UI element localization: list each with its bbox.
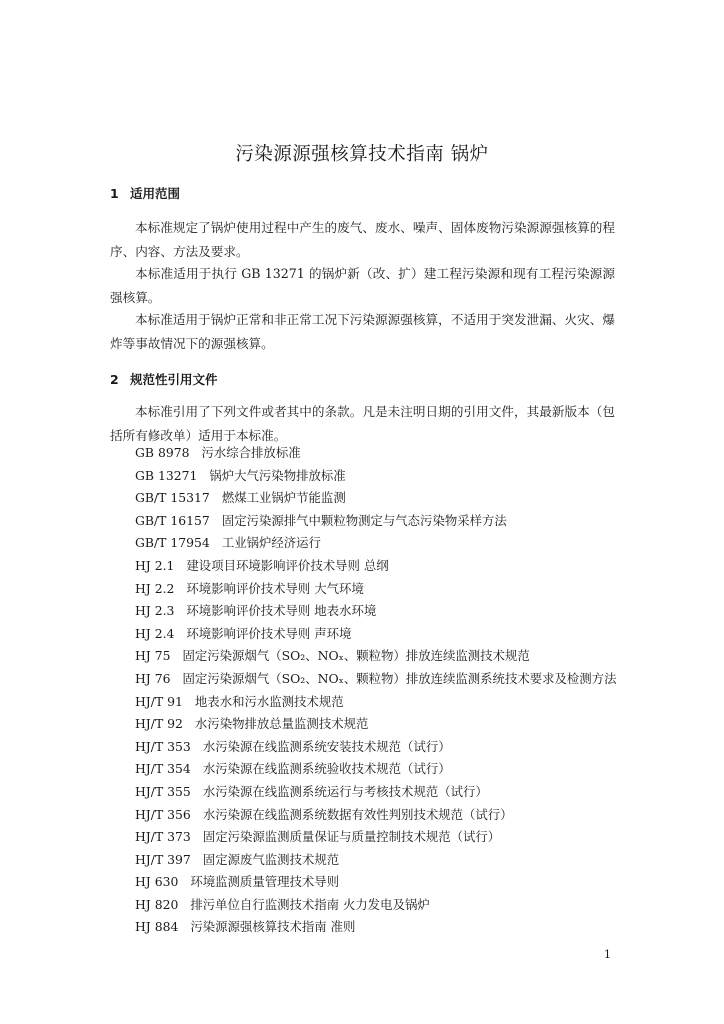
section-1-paragraph-1: 本标准规定了锅炉使用过程中产生的废气、废水、噪声、固体废物污染源源强核算的程序、内容、方法及要求。 (110, 220, 615, 259)
reference-name: 燃煤工业锅炉节能监测 (221, 490, 346, 506)
reference-code: HJ 884 (135, 919, 179, 935)
reference-code: HJ 2.1 (135, 557, 175, 573)
section-2-title: 规范性引用文件 (130, 372, 218, 387)
reference-name: 环境影响评价技术导则 大气环境 (186, 580, 364, 596)
reference-name: 固定源废气监测技术规范 (202, 851, 340, 867)
section-2-heading (110, 370, 218, 388)
reference-item (135, 826, 615, 849)
reference-name: 污水综合排放标准 (201, 445, 301, 460)
section-2-intro: 本标准引用了下列文件或者其中的条款。凡是未注明日期的引用文件，其最新版本（包括所有修改单）适用于本标准。 (110, 404, 615, 443)
reference-name: 固定污染源烟气（SO₂、NOₓ、颗粒物）排放连续监测技术规范 (182, 648, 530, 664)
reference-name: 污染源源强核算技术指南 准则 (190, 919, 356, 935)
reference-list (135, 442, 615, 939)
reference-name: 水污染物排放总量监测技术规范 (194, 716, 369, 732)
reference-code: HJ 630 (135, 874, 179, 890)
reference-item (135, 645, 615, 668)
page-number: 1 (604, 948, 611, 961)
reference-item (135, 804, 615, 827)
reference-name: 排污单位自行监测技术指南 火力发电及锅炉 (190, 896, 430, 912)
reference-name: 建设项目环境影响评价技术导则 总纲 (186, 557, 389, 573)
reference-item (135, 736, 615, 759)
reference-code: GB/T 17954 (135, 535, 210, 551)
reference-name: 环境影响评价技术导则 声环境 (186, 625, 352, 641)
section-1-heading (110, 184, 180, 202)
reference-item (135, 713, 615, 736)
reference-code: GB 13271 (135, 467, 198, 483)
reference-code: HJ/T 354 (135, 761, 191, 777)
reference-item (135, 758, 615, 781)
reference-name: 固定污染源烟气（SO₂、NOₓ、颗粒物）排放连续监测系统技术要求及检测方法 (182, 670, 617, 686)
reference-item (135, 916, 615, 939)
reference-item (135, 894, 615, 917)
document-title: 污染源源强核算技术指南 锅炉 (235, 144, 489, 165)
reference-code: GB/T 16157 (135, 512, 210, 528)
reference-item (135, 668, 615, 691)
reference-name: 固定污染源监测质量保证与质量控制技术规范（试行） (202, 829, 501, 845)
reference-code: HJ 75 (135, 648, 171, 664)
reference-name: 水污染源在线监测系统数据有效性判别技术规范（试行） (202, 806, 513, 822)
reference-code: HJ/T 356 (135, 806, 191, 822)
reference-code: HJ 2.4 (135, 625, 175, 641)
reference-name: 工业锅炉经济运行 (221, 535, 321, 551)
reference-code: HJ/T 355 (135, 783, 191, 799)
section-1-paragraph-2: 本标准适用于执行 GB 13271 的锅炉新（改、扩）建工程污染源和现有工程污染源源强核算。 (110, 266, 615, 305)
reference-item (135, 849, 615, 872)
reference-name: 水污染源在线监测系统安装技术规范（试行） (202, 738, 451, 754)
reference-code: HJ/T 91 (135, 693, 183, 709)
reference-item (135, 871, 615, 894)
reference-item (135, 555, 615, 578)
reference-item (135, 465, 615, 488)
reference-code: HJ/T 373 (135, 829, 191, 845)
section-2-number: 2 (110, 372, 119, 387)
reference-name: 锅炉大气污染物排放标准 (209, 467, 346, 483)
reference-code: HJ 820 (135, 896, 179, 912)
reference-code: HJ 2.3 (135, 603, 175, 619)
section-1-title: 适用范围 (130, 186, 181, 201)
reference-code: HJ/T 92 (135, 716, 183, 732)
section-1-paragraph-3: 本标准适用于锅炉正常和非正常工况下污染源源强核算，不适用于突发泄漏、火灾、爆炸等事故情况下的源强核算。 (110, 312, 615, 351)
reference-code: GB/T 15317 (135, 490, 210, 506)
reference-code: HJ 2.2 (135, 580, 175, 596)
reference-name: 环境监测质量管理技术导则 (190, 874, 340, 890)
reference-item (135, 510, 615, 533)
reference-code: HJ/T 353 (135, 738, 191, 754)
reference-item (135, 623, 615, 646)
reference-item (135, 578, 615, 601)
reference-item (135, 600, 615, 623)
reference-item (135, 691, 615, 714)
reference-item (135, 781, 615, 804)
reference-name: 地表水和污水监测技术规范 (194, 693, 344, 709)
reference-name: 水污染源在线监测系统运行与考核技术规范（试行） (202, 783, 488, 799)
section-1-number: 1 (110, 186, 119, 201)
reference-item (135, 442, 615, 465)
reference-item (135, 532, 615, 555)
reference-name: 固定污染源排气中颗粒物测定与气态污染物采样方法 (221, 512, 507, 528)
reference-code: HJ/T 397 (135, 851, 191, 867)
reference-code: GB 8978 (135, 445, 190, 460)
reference-code: HJ 76 (135, 670, 171, 686)
reference-name: 水污染源在线监测系统验收技术规范（试行） (202, 761, 451, 777)
reference-item (135, 487, 615, 510)
reference-name: 环境影响评价技术导则 地表水环境 (186, 603, 377, 619)
